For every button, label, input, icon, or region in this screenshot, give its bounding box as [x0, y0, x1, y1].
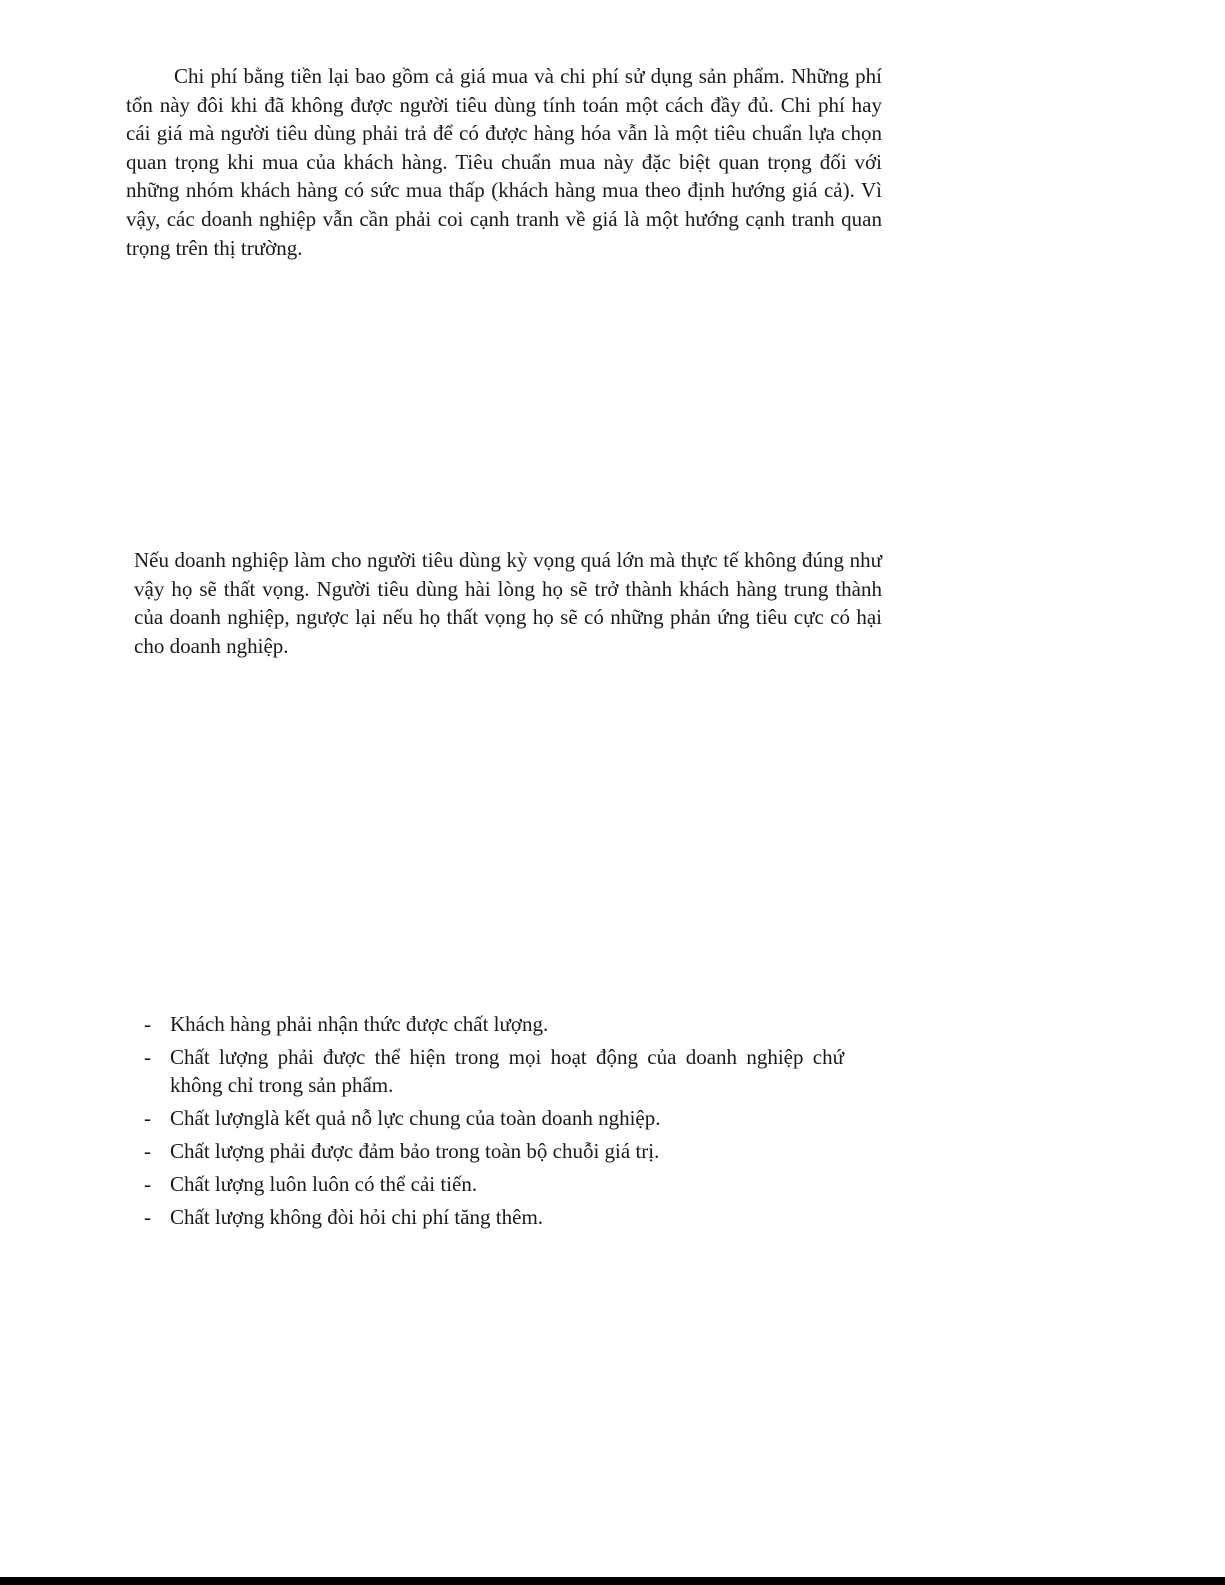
- bullet-dash: -: [144, 1172, 151, 1196]
- bullet-dash: -: [144, 1205, 151, 1229]
- page-bottom-border: [0, 1577, 1225, 1585]
- list-item-text: Chất lượnglà kết quả nỗ lực chung của toàn doanh nghiệp.: [170, 1106, 661, 1130]
- paragraph-customer-expectation: Nếu doanh nghiệp làm cho người tiêu dùng kỳ vọng quá lớn mà thực tế không đúng như vậy họ sẽ thất vọng. Người tiêu dùng hài lòng họ sẽ trở thành khách hàng trung thành của doanh nghiệp, ngược lại nếu họ thất vọng họ sẽ có những phản ứng tiêu cực có hại cho doanh nghiệp.: [134, 548, 882, 658]
- list-item: [144, 1137, 844, 1165]
- list-item-text: Chất lượng phải được đảm bảo trong toàn bộ chuỗi giá trị.: [170, 1139, 660, 1163]
- list-item: [144, 1104, 844, 1132]
- list-item: [144, 1010, 844, 1038]
- list-item: [144, 1203, 844, 1231]
- paragraph-price-cost: Chi phí bằng tiền lại bao gồm cả giá mua và chi phí sử dụng sản phẩm. Những phí tổn này đôi khi đã không được người tiêu dùng tính toán một cách đầy đủ. Chi phí hay cái giá mà người tiêu dùng phải trả để có được hàng hóa vẫn là một tiêu chuẩn lựa chọn quan trọng khi mua của khách hàng. Tiêu chuẩn mua này đặc biệt quan trọng đối với những nhóm khách hàng có sức mua thấp (khách hàng mua theo định hướng giá cả). Vì vậy, các doanh nghiệp vẫn cần phải coi cạnh tranh về giá là một hướng cạnh tranh quan trọng trên thị trường.: [126, 64, 882, 260]
- list-item-text: Chất lượng phải được thể hiện trong mọi hoạt động của doanh nghiệp chứ không chỉ trong sản phẩm.: [170, 1045, 844, 1097]
- bullet-dash: -: [144, 1045, 151, 1069]
- list-item-text: Khách hàng phải nhận thức được chất lượng.: [170, 1012, 549, 1036]
- quality-principles-list: [144, 1010, 844, 1236]
- bullet-dash: -: [144, 1012, 151, 1036]
- list-item: [144, 1170, 844, 1198]
- bullet-dash: -: [144, 1139, 151, 1163]
- list-item-text: Chất lượng luôn luôn có thể cải tiến.: [170, 1172, 478, 1196]
- bullet-dash: -: [144, 1106, 151, 1130]
- list-item-text: Chất lượng không đòi hỏi chi phí tăng thêm.: [170, 1205, 544, 1229]
- list-item: [144, 1043, 844, 1099]
